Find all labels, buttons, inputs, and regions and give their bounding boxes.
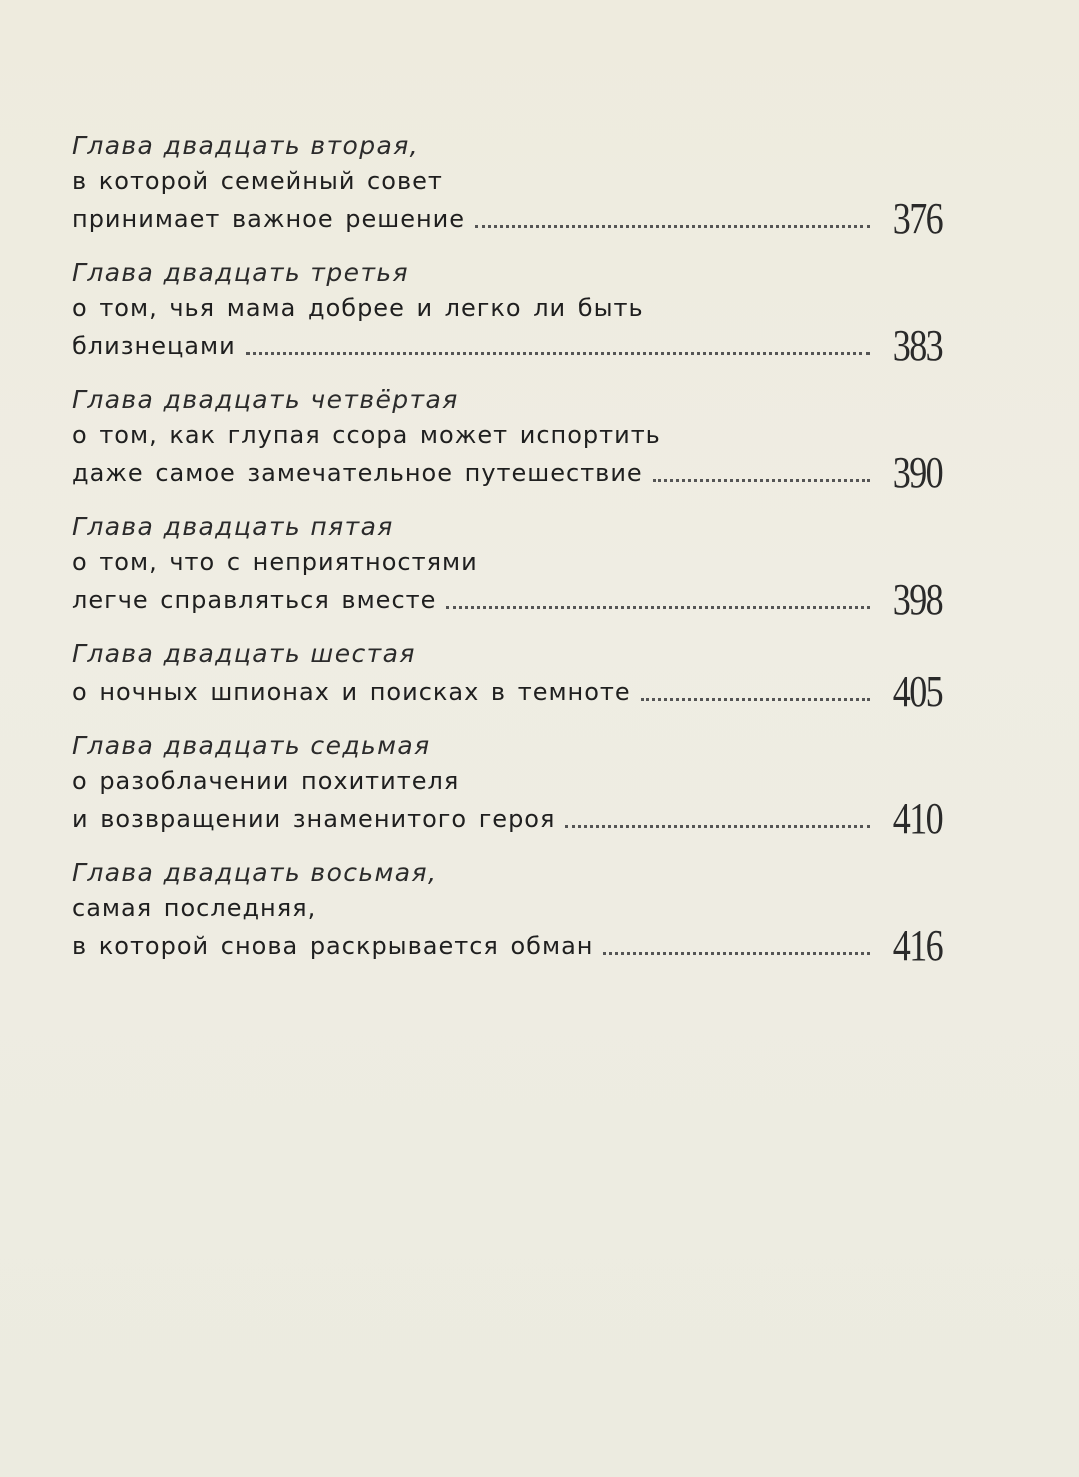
toc-last-row <box>72 921 942 970</box>
chapter-subtitle-line: в которой семейный совет <box>72 167 443 195</box>
chapter-subtitle-line: принимает важное решение <box>72 205 466 233</box>
toc-last-row <box>72 321 942 370</box>
chapter-subtitle-line: самая последняя, <box>72 894 317 922</box>
dot-leader <box>641 698 870 701</box>
table-of-contents <box>72 128 952 970</box>
toc-entry <box>72 509 952 624</box>
chapter-title: Глава двадцать пятая <box>72 512 394 541</box>
dot-leader <box>603 952 870 955</box>
page-number: 390 <box>892 448 942 497</box>
toc-entry <box>72 382 952 497</box>
chapter-subtitle-line: легче справляться вместе <box>72 586 437 614</box>
chapter-subtitle-line: о разоблачении похитителя <box>72 767 460 795</box>
chapter-subtitle-line: даже самое замечательное путешествие <box>72 459 643 487</box>
dot-leader <box>246 352 870 355</box>
toc-entry <box>72 255 952 370</box>
dot-leader <box>475 225 870 228</box>
toc-last-row <box>72 794 942 843</box>
toc-last-row <box>72 667 942 716</box>
chapter-subtitle-line: о том, как глупая ссора может испортить <box>72 421 661 449</box>
chapter-title: Глава двадцать вторая, <box>72 131 419 160</box>
dot-leader <box>565 825 870 828</box>
chapter-title: Глава двадцать восьмая, <box>72 858 438 887</box>
chapter-title: Глава двадцать четвёртая <box>72 385 459 414</box>
chapter-title: Глава двадцать третья <box>72 258 409 287</box>
chapter-subtitle-line: и возвращении знаменитого героя <box>72 805 556 833</box>
toc-entry <box>72 128 952 243</box>
chapter-subtitle-line: о том, чья мама добрее и легко ли быть <box>72 294 644 322</box>
toc-entry <box>72 636 952 716</box>
chapter-title: Глава двадцать седьмая <box>72 731 431 760</box>
chapter-subtitle-line: о ночных шпионах и поисках в темноте <box>72 678 631 706</box>
page-number: 416 <box>892 921 942 970</box>
dot-leader <box>446 606 870 609</box>
toc-last-row <box>72 194 942 243</box>
chapter-subtitle-line: близнецами <box>72 332 236 360</box>
page-number: 405 <box>892 667 942 716</box>
toc-last-row <box>72 575 942 624</box>
chapter-title: Глава двадцать шестая <box>72 639 416 668</box>
page-number: 410 <box>892 794 942 843</box>
page-number: 383 <box>892 321 942 370</box>
dot-leader <box>653 479 870 482</box>
toc-entry <box>72 855 952 970</box>
page-number: 376 <box>892 194 942 243</box>
toc-last-row <box>72 448 942 497</box>
toc-entry <box>72 728 952 843</box>
page-number: 398 <box>892 575 942 624</box>
chapter-subtitle-line: в которой снова раскрывается обман <box>72 932 594 960</box>
chapter-subtitle-line: о том, что с неприятностями <box>72 548 478 576</box>
